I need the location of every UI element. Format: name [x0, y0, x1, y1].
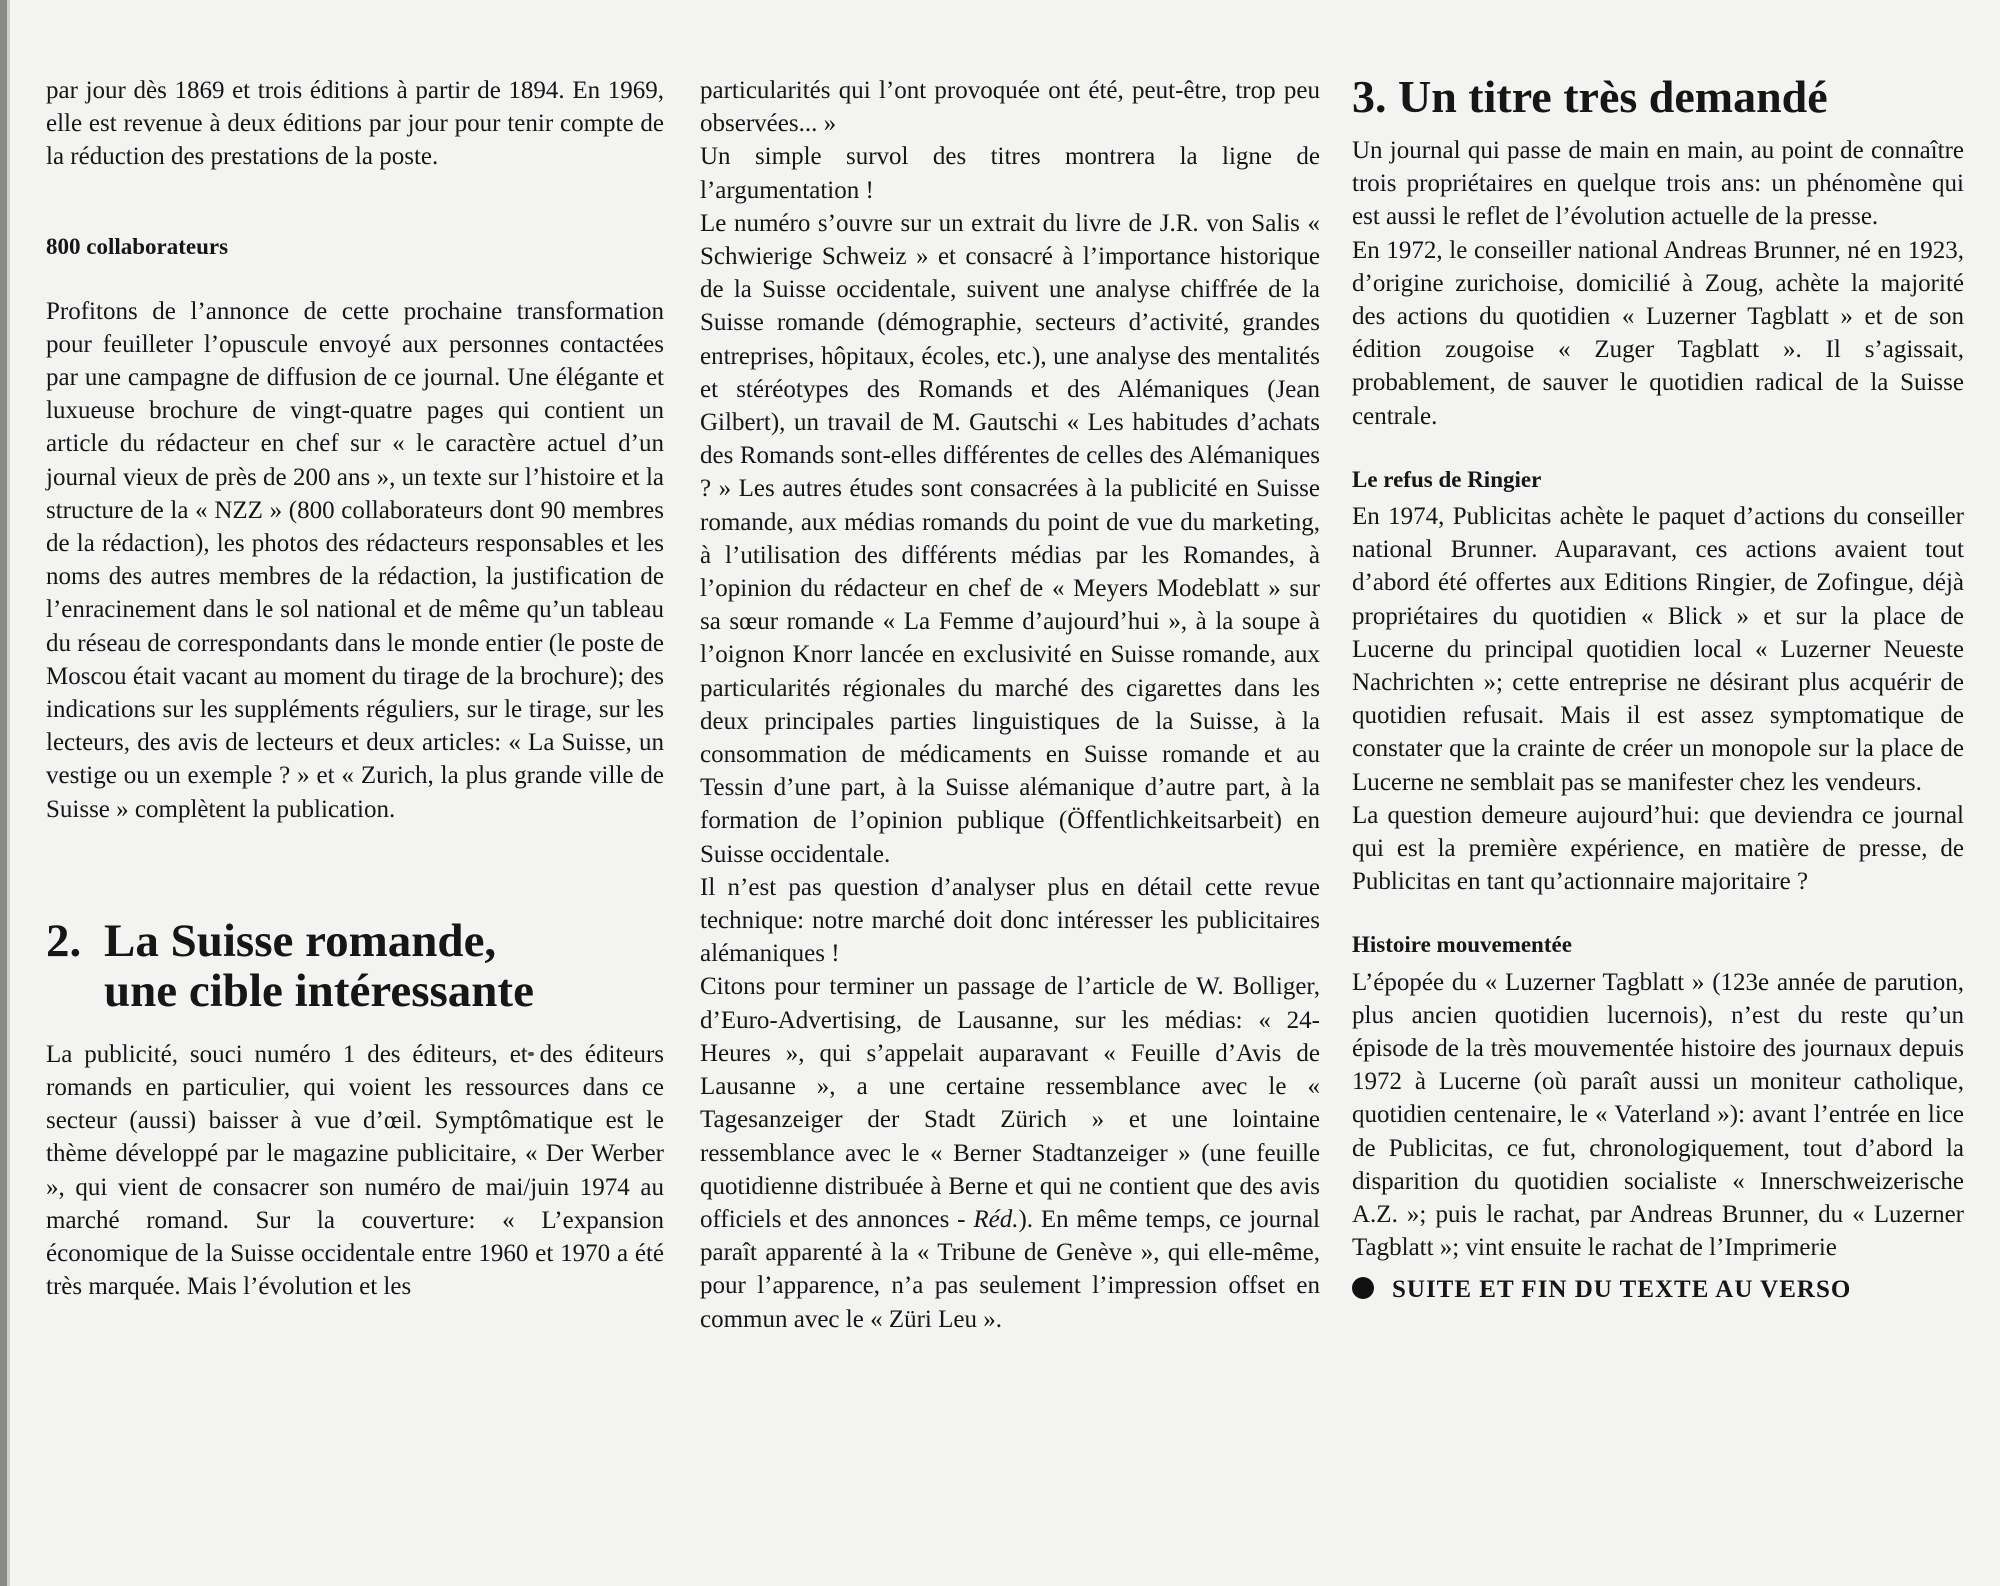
page-binding-edge: [0, 0, 7, 1586]
page-binding-shadow: [7, 0, 10, 1586]
col3-paragraph-1: Un journal qui passe de main en main, au point de connaître trois propriétaires en quelque trois ans: un phénomène qui est aussi le reflet de l’évolution actuelle de la presse.: [1352, 137, 1964, 231]
col2-paragraph-4: Il n’est pas question d’analyser plus en détail cette revue technique: notre marché doit donc intéresser les publicitaires alémaniques !: [700, 873, 1320, 968]
section-2-number: 2.: [46, 914, 82, 967]
section-heading-3: 3. Un titre très demandé: [1352, 71, 1828, 122]
section-2-title-line1: La Suisse romande,: [104, 914, 497, 967]
col2-p5-part-b: ). En même temps, ce journal paraît apparenté à la « Tribune de Genève », qui elle-même, pour l’apparence, n’a pas seulement l’impression offset en commun avec le « Züri Leu ».: [700, 1205, 1321, 1333]
col1-brochure-paragraph: Profitons de l’annonce de cette prochaine transformation pour feuilleter l’opuscule envoyé aux personnes contactées par une campagne de diffusion de ce journal. Une élégante et luxueuse brochure de vingt-quatre pages qui contient un article du rédacteur en chef sur « le caractère actuel d’un journal vieux de près de 200 ans », un texte sur l’histoire et la structure de la « NZZ » (800 collaborateurs dont 90 membres de la rédaction), les photos des rédacteurs responsables et les noms des autres membres de la rédaction, la justification de l’enracinement dans le sol national et de même qu’un tableau du réseau de correspondants dans le monde entier (le poste de Moscou était vacant au moment du tirage de la brochure); des indications sur les suppléments réguliers, sur le tirage, sur les lecteurs, des avis de lecteurs et deux articles: « La Suisse, un vestige ou un exemple ? » et « Zurich, la plus grande ville de Suisse » complètent la publication.: [46, 297, 664, 823]
col3-paragraph-5: L’épopée du « Luzerner Tagblatt » (123e année de parution, plus ancien quotidien lucernois), n’est du reste qu’un épisode de la très mouvementée histoire des journaux depuis 1972 à Lucerne (où paraît aussi un moniteur catholique, quotidien centenaire, le « Vaterland »): avant l’entrée en lice de Publicitas, ce fut, chronologiquement, tout d’abord la disparition du quotidien socialiste « Innerschweizerische A.Z. »; puis le rachat, par Andreas Brunner, du « Luzerner Tagblatt »; vint ensuite le rachat de l’Imprimerie: [1352, 968, 1964, 1262]
column-1: [46, 74, 664, 1303]
subheading-refus-ringier: Le refus de Ringier: [1352, 466, 1542, 492]
col2-paragraph-1: particularités qui l’ont provoquée ont été, peut-être, trop peu observées... »: [700, 77, 1320, 138]
continued-on-reverse-note: [1352, 1273, 1964, 1306]
col3-paragraph-4: La question demeure aujourd’hui: que deviendra ce journal qui est la première expérience, en matière de presse, de Publicitas en tant qu’actionnaire majoritaire ?: [1352, 801, 1964, 896]
col2-paragraph-3: Le numéro s’ouvre sur un extrait du livre de J.R. von Salis « Schwierige Schweiz » et consacré à l’importance historique de la Suisse occidentale, suivent une analyse chiffrée de la Suisse romande (démographie, secteurs d’activité, grandes entreprises, hôpitaux, écoles, etc.), une analyse des mentalités et stéréotypes des Romands et des Alémaniques (Jean Gilbert), un travail de M. Gautschi « Les habitudes d’achats des Romands sont-elles différentes de celles des Alémaniques ? » Les autres études sont consacrées à la publicité en Suisse romande, aux médias romands du point de vue du marketing, à l’utilisation des différents médias par les Romandes, à l’opinion du rédacteur en chef de « Meyers Modeblatt » sur sa sœur romande « La Femme d’aujourd’hui », à la soupe à l’oignon Knorr lancée en exclusivité en Suisse romande, aux particularités régionales du marché des cigarettes dans les deux principales parties linguistiques de la Suisse, à la consommation de médicaments en Suisse romande et au Tessin d’une part, à la Suisse alémanique d’autre part, à la formation de l’opinion publique (Öffentlichkeitsarbeit) en Suisse occidentale.: [700, 209, 1320, 868]
col3-paragraph-3: En 1974, Publicitas achète le paquet d’actions du conseiller national Brunner. Auparavant, ces actions avaient tout d’abord été offertes aux Editions Ringier, de Zofingue, déjà propriétaires du quotidien « Blick » et sur la place de Lucerne du principal quotidien local « Luzerner Neueste Nachrichten »; cette entreprise ne désirant plus acquérir de quotidien refusait. Mais il est assez symptomatique de constater que la crainte de créer un monopole sur la place de Lucerne ne semblait pas se manifester chez les vendeurs.: [1352, 503, 1964, 796]
continued-label: SUITE ET FIN DU TEXTE AU VERSO: [1392, 1275, 1852, 1303]
col1-intro-paragraph: par jour dès 1869 et trois éditions à partir de 1894. En 1969, elle est revenue à deux éditions par jour pour tenir compte de la réduction des prestations de la poste.: [46, 77, 664, 171]
column-3: [1352, 71, 1964, 1306]
bullet-dot-icon: [1352, 1277, 1374, 1299]
col2-paragraph-5: [700, 970, 1320, 1335]
col2-p5-part-a: Citons pour terminer un passage de l’article de W. Bolliger, d’Euro-Advertising, de Lausanne, sur les médias: « 24-Heures », qui s’appelait auparavant « Feuille d’Avis de Lausanne », a une certaine ressemblance avec le « Tagesanzeiger der Stadt Zürich » et une lointaine ressemblance avec le « Berner Stadtanzeiger » (une feuille quotidienne distribuée à Berne et qui ne contient que des avis officiels et des annonces -: [700, 973, 1320, 1233]
col2-p5-red: Réd.: [973, 1205, 1019, 1233]
subheading-800-collaborateurs: 800 collaborateurs: [46, 233, 229, 259]
col2-paragraph-2: Un simple survol des titres montrera la ligne de l’argumentation !: [700, 143, 1320, 204]
col3-paragraph-2: En 1972, le conseiller national Andreas Brunner, né en 1923, d’origine zurichoise, domicilié à Zoug, achète la majorité des actions du quotidien « Luzerner Tagblatt » et de son édition zougoise « Zuger Tagblatt ». Il s’agissait, probablement, de sauver le quotidien radical de la Suisse centrale.: [1352, 236, 1964, 430]
section-2-title-line2: une cible intéressante: [104, 964, 534, 1017]
col1-publicite-paragraph: La publicité, souci numéro 1 des éditeurs, et des éditeurs romands en particulier, qui voient les ressources dans ce secteur (aussi) baisser à vue d’œil. Symptômatique est le thème développé par le magazine publicitaire, « Der Werber », qui vient de consacrer son numéro de mai/juin 1974 au marché romand. Sur la couverture: « L’expansion économique de la Suisse occidentale entre 1960 et 1970 a été très marquée. Mais l’évolution et les: [46, 1040, 664, 1301]
column-2: [700, 74, 1320, 1336]
section-heading-2: [46, 916, 664, 1016]
subheading-histoire-mouvementee: Histoire mouvementée: [1352, 932, 1572, 958]
